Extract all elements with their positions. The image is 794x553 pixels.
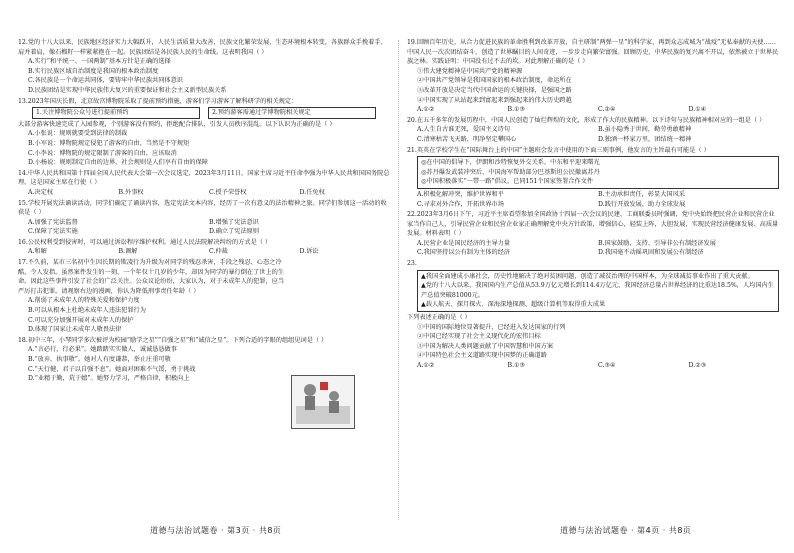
question-stem: 下列表述正确的是（ ） [407, 314, 471, 322]
option-c: C.我国坚持以公有制为主体的经济 [417, 249, 511, 257]
question-19 [407, 38, 779, 115]
option-d: D.②③ [688, 362, 707, 369]
option-b: B.小军说：博物院规定侵犯了游客的自由，当然是不守规矩 [28, 139, 190, 147]
question-number: 23. [407, 260, 417, 268]
question-22 [407, 210, 779, 258]
option-c: C.可以充分加强开展对未成年人的保护 [28, 316, 134, 324]
question-stem: 12.党的十八大以来，民族地区经济实力大幅跃升，人民生活质量大改善，民族文化繁荣发展，生态环境根本转变，各族群众手挽着手、肩并着肩，像石榴籽一样紧紧抱在一起。民族团结是各民族人民的生命线。这表明我国（ ） [18, 39, 387, 56]
statement-1: ①中国的国际地位显著提升，已经进入发达国家的行列 [417, 323, 566, 331]
question-16 [18, 238, 390, 257]
question-stem: 20.在五千多年的发展历程中，中国人民创造了灿烂辉煌的文化，形成了作大的民族精神。以下诗句与民族精神相对应的一组是（ ） [407, 116, 766, 124]
option-b: B.增强了宪法意识 [209, 218, 259, 226]
question-17 [18, 258, 290, 335]
option-d: D.小杨说：规则制定自由的边界，社会规则是人们享有自由的保障 [28, 159, 208, 167]
material-2: ▲党的十八大以来，我国国内生产总值从53.9万亿元增长到114.4万亿元，我国经济总量占世界经济的比重达18.5%，人均国内生产总值突破81000元。 [421, 282, 774, 299]
option-d: D.践行开放发展，助力全球发展 [598, 200, 686, 208]
question-stem: 17.不久前，某市三名初中生因长期的欺凌行为升级为对同学的残忍杀害，手段之残忍、心态之冷酷，令人发指。虽然案件发生的一刻，一个年仅十几岁的少年，却因为同学的暴行倒在了世上的生命。因此这些事件引发了社会的广泛关注。公众议论纷纷，大家认为，对于未成年人的犯罪，应当严厉打击犯罪。请观察右边的漫画，你认为降低刑事责任年龄（ ） [18, 259, 285, 295]
option-b: B.外事权 [118, 188, 144, 196]
option-c: C.小李说：博物院的规定限制了游客的自由，应该取消 [28, 149, 177, 157]
question-stem: 21.英英在学校学生在“国际舞台上的中国”主题班会发言中使用的下面三则事例，他发言的主旨最有可能是（ ） [407, 146, 710, 154]
rule-box-2: 2.预约游客需通过学博物院相关规定 [208, 107, 376, 119]
question-stem: 22.2023年3月6日下午，习近平主席看望参加全国政协十四届一次会议的民建、工商联委员时强调，党中央始终把民营企业和民营企业家当作自己人，引导民营企业和民营企业家正确理解党中央方针政策，增强信心，轻装上阵，大胆发展，实现民营经济健康发展、高质量发展。材料表明（ ） [407, 211, 779, 238]
option-a: A.加强了宪法监督 [28, 218, 78, 226]
page-footer-right: 道德与法治试题卷 · 第4页 · 共8页 [560, 526, 692, 535]
option-b: B.①③ [507, 362, 526, 369]
option-b: B.国家鼓励、支持、引导非公有制经济发展 [598, 239, 716, 247]
statement-1: ①伟大建党精神是中国共产党的精神源 [417, 67, 523, 75]
statement-4: ④中国特色社会主义道路实现中国梦的正确道路 [417, 352, 547, 360]
option-a: A.实行“和平统一、一国两制”基本方针是正确的选择 [28, 58, 171, 66]
column-divider [398, 40, 399, 520]
statement-4: ④中国实现了从站起来到富起来到强起来的伟大历史跨越 [417, 96, 572, 104]
question-stem: 14.中华人民共和国第十四届全国人民代表大会第一次会议选定，2023年3月11日，国家主席习近平任命李强为中华人民共和国国务院总理。这是国家主席在行使（ ） [18, 169, 390, 187]
example-2: ◎苏丹爆发武装冲突后，中国海军帮助部分巴基斯坦公民撤离苏丹 [421, 168, 600, 176]
option-a: A.人生自古谁无死，爱国主义诗句 [417, 126, 511, 134]
option-d: D.我国毫不动摇巩固和发展公有制经济 [598, 249, 704, 257]
option-d: D.①④ [688, 106, 707, 114]
question-12 [18, 38, 390, 96]
option-a: A.积极化解冲突，维护世界和平 [417, 190, 504, 198]
option-a: A.①② [417, 362, 435, 369]
cartoon-illustration [292, 376, 354, 428]
question-13 [18, 97, 390, 168]
option-c: C.寻求对外合作，开拓世界市场 [417, 200, 504, 208]
material-1: ▲我国全面建成小康社会，历史性地解决了绝对贫困问题，创造了减贫治理的中国样本，为全球减贫事业作出了重大贡献。 [421, 272, 754, 280]
example-1: ◎在中国的倡导下，伊朗和沙特恢复外交关系，中东和平迎来曙光 [421, 159, 600, 167]
option-a: A.①② [417, 106, 435, 114]
option-c: C.②④ [598, 106, 616, 114]
question-14 [18, 169, 390, 198]
question-21 [407, 146, 779, 210]
question-stem-continued: 大部分游客快速完成了入园参观，个别游客没有预约，拒绝配合排队，引发人员秩序混乱。以下认识为正确的是（ ） [18, 120, 336, 128]
option-b: B.虽小隐秀于世间，勤劳勇敢精神 [598, 126, 692, 134]
question-stem: 18.初中三年，小琴同学多次被评为校园“励学之星”“自强之星”和“诚信之星”。下列合适的字眼的组组见词是（ ） [18, 336, 328, 344]
option-d: D.诉讼 [299, 248, 319, 256]
question-20 [407, 116, 779, 145]
option-c: C.仲裁 [209, 248, 228, 256]
option-d: D.民族团结是实现中华民族伟大复兴的重要保证和社会主义新型民族关系 [28, 86, 227, 94]
question-stem: 13.2023年国庆长假，北京故宫博物院采取了提前预约措施，游客们学习游客了解科研学的相关规定： [18, 97, 298, 105]
option-d: D.“业精于勤，荒于嬉”。她努力学习，严格自律，积极向上 [28, 375, 190, 383]
rules-boxes [32, 107, 390, 119]
option-c: C.授予荣誉权 [209, 188, 247, 196]
statement-2: ②中国已经实现了社会主义现代化的宏伟目标 [417, 333, 541, 341]
cartoon-image [291, 375, 355, 429]
statement-3: ③改革开放是决定当代中国命运的关键抉择，是强国之路 [417, 86, 572, 94]
statement-3: ③中国为解决人类问题贡献了中国智慧和中国方案 [417, 342, 554, 350]
option-a: A.削弱了未成年人的特殊关爱和保护力度 [28, 297, 140, 305]
option-d: D.体现了国家让未成年人敬畏法律 [28, 326, 122, 334]
option-b: B.可以从根本上杜绝未成年人违法犯罪行为 [28, 307, 146, 315]
option-c: C.各民族是一个命运共同体，要铸牢中华民族共同体意识 [28, 77, 183, 85]
rule-box-1: 1.关注博物院公众号进行提前预约 [32, 107, 200, 119]
question-stem: 15.学校开展宪法诵读活动，同学们确定了诵读内容，选定宪法文本内容，经历了一次有意义的法治精神之旅。同学们参加这一活动的收获是（ ） [18, 199, 387, 217]
option-b: B.“放弃，执事敬”。她对人有度谦恭，举止庄重可敬 [28, 356, 171, 363]
option-b: B.主动承担责任，彰显大国风采 [598, 190, 685, 198]
option-c: C.保障了宪法实施 [28, 228, 78, 236]
option-a: A.民营企业是国民经济的主导力量 [417, 239, 511, 247]
option-b: B.调解 [118, 248, 138, 256]
option-c: C.③④ [598, 362, 616, 369]
option-d: D.确立了宪法原则 [209, 228, 260, 236]
option-a: A.“言必行，行必果”。她踏踏实实做人，诚诚恳恳做事 [28, 346, 177, 354]
option-a: A.小张说：规则就要受到法律的制裁 [28, 130, 128, 138]
right-column [407, 38, 779, 372]
option-b: B.实行民族区域自治制度是我国的根本政治制度 [28, 67, 159, 75]
left-column [18, 38, 390, 385]
option-a: A.决定权 [28, 188, 53, 196]
example-box [417, 156, 779, 189]
option-c: C.清寒枯苦飞天路，明净坚定攀国心 [417, 135, 517, 143]
question-23 [407, 259, 779, 371]
option-a: A.和解 [28, 248, 47, 256]
option-b: B.①③ [507, 106, 526, 114]
statement-2: ②中国共产党领导是我国国家的根本政治制度，命运所在 [417, 77, 572, 85]
option-c: C.“天行健，君子以自强不息”。她面对困难不气馁，勇于挑战 [28, 365, 196, 373]
material-box [417, 270, 779, 312]
material-3: ▲载人航天、探月探火、深海深地探测、超级计算机等取得重大成果 [421, 301, 606, 309]
question-stem: 19.回顾百年历史，从合力促进民族的革命胜利到改革开放，自主研制“两弹一星”的科学家，再到众志成城为“战疫”无私奉献的天使……中国人民一次次团结奋斗，创造了世界瞩目的人间奇迹，一步步走向繁荣富强。回顾历史，中华民族的复兴离不开以，依然被立于世界民族之林。实践证明：中国没有过不去的坎。对此理解正确的是（ ） [407, 39, 779, 66]
question-stem: 16.公民权利受到侵害时，可以通过诉讼程序维护权利。通过人民法院解决纠纷的方式是（ ） [18, 238, 272, 246]
option-d: D.任免权 [299, 188, 325, 196]
option-d: D.独酒一杯家万里，团结统一精神 [598, 135, 692, 143]
example-3: ◎中国积极落实“一带一路”倡议，已同151个国家签署合作文件 [421, 178, 594, 186]
question-15 [18, 199, 390, 237]
page-footer-left: 道德与法治试题卷 · 第3页 · 共8页 [150, 526, 282, 535]
